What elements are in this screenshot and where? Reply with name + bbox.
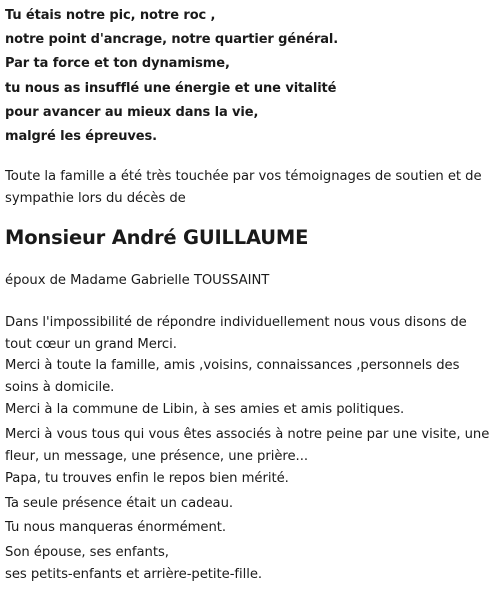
thanks-paragraph-1: Dans l'impossibilité de répondre individuellement nous vous disons de tout cœur un grand Merci. [5, 315, 467, 352]
signature [5, 542, 495, 586]
thanks-paragraph-3: Merci à la commune de Libin, à ses amies et amis politiques. [5, 402, 405, 417]
tribute-poem [5, 4, 495, 149]
intro-paragraph: Toute la famille a été très touchée par vos témoignages de soutien et de sympathie lors du décès de [5, 169, 482, 206]
deceased-name: Monsieur André GUILLAUME [5, 226, 309, 249]
poem-line-3: Par ta force et ton dynamisme, [5, 56, 230, 72]
signature-line-2: ses petits-enfants et arrière-petite-fille. [5, 567, 263, 582]
thanks-paragraph-5: Papa, tu trouves enfin le repos bien mérité. [5, 471, 289, 486]
thanks-paragraph-2: Merci à toute la famille, amis ,voisins, connaissances ,personnels des soins à domicile. [5, 358, 460, 395]
thanks-paragraph-7: Tu nous manqueras énormément. [5, 520, 227, 535]
thanks-paragraph-4: Merci à vous tous qui vous êtes associés à notre peine par une visite, une fleur, un message, une présence, une prière... [5, 427, 490, 464]
thanks-paragraph-6: Ta seule présence était un cadeau. [5, 496, 234, 511]
poem-line-2: notre point d'ancrage, notre quartier général. [5, 32, 339, 48]
poem-line-1: Tu étais notre pic, notre roc , [5, 8, 216, 23]
poem-line-5: pour avancer au mieux dans la vie, [5, 104, 259, 120]
poem-line-6: malgré les épreuves. [5, 129, 157, 145]
signature-line-1: Son épouse, ses enfants, [5, 545, 169, 560]
spouse-line: époux de Madame Gabrielle TOUSSAINT [5, 273, 270, 288]
poem-line-4: tu nous as insufflé une énergie et une vitalité [5, 80, 337, 96]
